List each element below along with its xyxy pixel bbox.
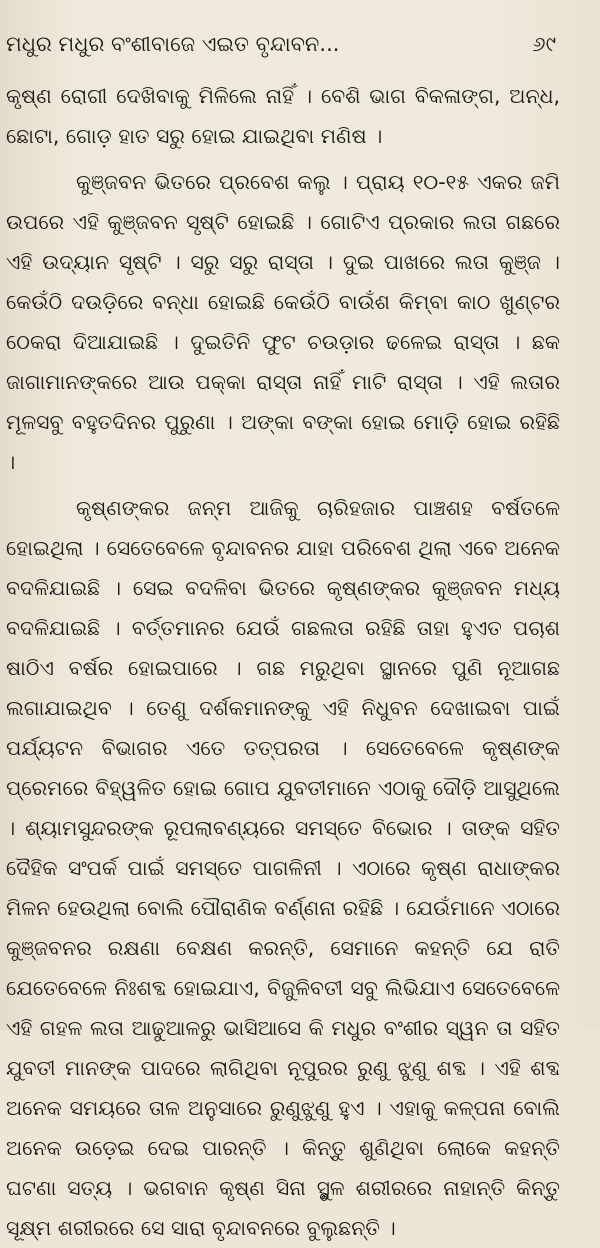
paragraph-2: କୁଞ୍ଜବନ ଭିତରେ ପ୍ରବେଶ କଲୁ । ପ୍ରାୟ ୧୦-୧୫ ଏକର ଜମି ଉପରେ ଏହି କୁଞ୍ଜବନ ସୃଷ୍ଟି ହୋଇଛି । ଗୋଟିଏ ପ୍ରକାର ଲତା ଗଛରେ ଏହି ଉଦ୍ୟାନ ସୃଷ୍ଟି । ସରୁ ସରୁ ରାସ୍ତା । ଦୁଇ ପାଖରେ ଲତା କୁଞ୍ଜ । କେଉଁଠି ଦଉଡ଼ିରେ ବନ୍ଧା ହୋଇଛି କେଉଁଠି ବାଉଁଶ କିମ୍ବା କାଠ ଖୁଣ୍ଟର ଠେକରା ଦିଆଯାଇଛି । ଦୁଇତିନି ଫୁଟ ଚଉଡ଼ାର ଢଳେଇ ରାସ୍ତା । ଛକ ଜାଗାମାନଙ୍କରେ ଆଉ ପକ୍କା ରାସ୍ତା ନାହିଁ ମାଟି ରାସ୍ତା । ଏହି ଲତାର ମୂଳସବୁ ବହୁତଦିନର ପୁରୁଣା । ଅଙ୍କା ବଙ୍କା ହୋଇ ମୋଡ଼ି ହୋଇ ରହିଛି । (6, 170, 560, 474)
paragraph-3: କୃଷ୍ଣଙ୍କର ଜନ୍ମ ଆଜିକୁ ଚାରିହଜାର ପାଞ୍ଚଶହ ବର୍ଷତଳେ ହୋଇଥିଲା । ସେତେବେଳେ ବୃନ୍ଦାବନର ଯାହା ପରିବେଶ ଥିଲା ଏବେ ଅନେକ ବଦଳିଯାଇଛି । ସେଇ ବଦଳିବା ଭିତରେ କୃଷ୍ଣଙ୍କର କୁଞ୍ଜବନ ମଧ୍ୟ ବଦଳିଯାଇଛି । ବର୍ତ୍ତମାନର ଯେଉଁ ଗଛଲତା ରହିଛି ତାହା ହୁଏତ ପଚାଶ ଷାଠିଏ ବର୍ଷର ହୋଇପାରେ । ଗଛ ମରୁଥିବା ସ୍ଥାନରେ ପୁଣି ନୂଆଗଛ ଲଗାଯାଇଥିବ । ତେଣୁ ଦର୍ଶକମାନଙ୍କୁ ଏହି ନିଧୁବନ ଦେଖାଇବା ପାଇଁ ପର୍ଯ୍ୟଟନ ବିଭାଗର ଏତେ ତତ୍ପରତା । ସେତେବେଳେ କୃଷ୍ଣଙ୍କ ପ୍ରେମରେ ବିହ୍ୱଳିତ ହୋଇ ଗୋପ ଯୁବତୀମାନେ ଏଠାକୁ ଦୌଡ଼ି ଆସୁଥିଲେ । ଶ୍ୟାମସୁନ୍ଦରଙ୍କ ରୂପଲାବଣ୍ୟରେ ସମସ୍ତେ ବିଭୋର । ତାଙ୍କ ସହିତ ଦୈହିକ ସଂପର୍କ ପାଇଁ ସମସ୍ତେ ପାଗଳିନୀ । ଏଠାରେ କୃଷ୍ଣ ରାଧାଙ୍କର ମିଳନ ହେଉଥିଲା ବୋଲି ପୌରାଣିକ ବର୍ଣ୍ଣନା ରହିଛି । ଯେଉଁମାନେ ଏଠାରେ କୁଞ୍ଜବନର ରକ୍ଷଣା ବେକ୍ଷଣ କରନ୍ତି, ସେମାନେ କହନ୍ତି ଯେ ରାତି ଯେତେବେଳେ ନିଃଶବ୍ଦ ହୋଇଯାଏ, ବିଜୁଳିବତୀ ସବୁ ଲିଭିଯାଏ ସେତେବେଳେ ଏହି ଗହଳ ଲତା ଆଢୁଆଳରୁ ଭାସିଆସେ କି ମଧୁର ବଂଶୀର ସ୍ୱନ ତା ସହିତ ଯୁବତୀ ମାନଙ୍କ ପାଦରେ ଲାଗିଥିବା ନୂପୁରର ରୁଣୁ ଝୁଣୁ ଶବ୍ଦ । ଏହି ଶବ୍ଦ ଅନେକ ସମୟରେ ତାଳ ଅନୁସାରେ ରୁଣୁଝୁଣୁ ହୁଏ । ଏହାକୁ କଳ୍ପନା ବୋଲି ଅନେକ ଉଡ଼େଇ ଦେଇ ପାରନ୍ତି । କିନ୍ତୁ ଶୁଣିଥିବା ଲୋକେ କହନ୍ତି ଘଟଣା ସତ୍ୟ । ଭଗବାନ କୃଷ୍ଣ ସିନା ସ୍ଥୁଳ ଶରୀରରେ ନାହାନ୍ତି କିନ୍ତୁ ସୂକ୍ଷ୍ମ ଶରୀରରେ ସେ ସାରା ବୃନ୍ଦାବନରେ ବୁଲୁଛନ୍ତି । (6, 496, 560, 1240)
running-title: ମଧୁର ମଧୁର ବଂଶୀବାଜେ ଏଇତ ବୃନ୍ଦାବନ... (6, 32, 340, 56)
page-number: ୬୯ (532, 32, 556, 56)
running-header (6, 30, 560, 58)
paragraph-1: କୃଷ୍ଣ ରୋଗୀ ଦେଖିବାକୁ ମିଳିଲେ ନାହିଁ । ବେଶି ଭାଗ ବିକଳାଙ୍ଗ, ଅନ୍ଧ, ଛୋଟା, ଗୋଡ଼ ହାତ ସରୁ ହୋଇ ଯାଇଥିବା ମଣିଷ । (6, 84, 560, 148)
